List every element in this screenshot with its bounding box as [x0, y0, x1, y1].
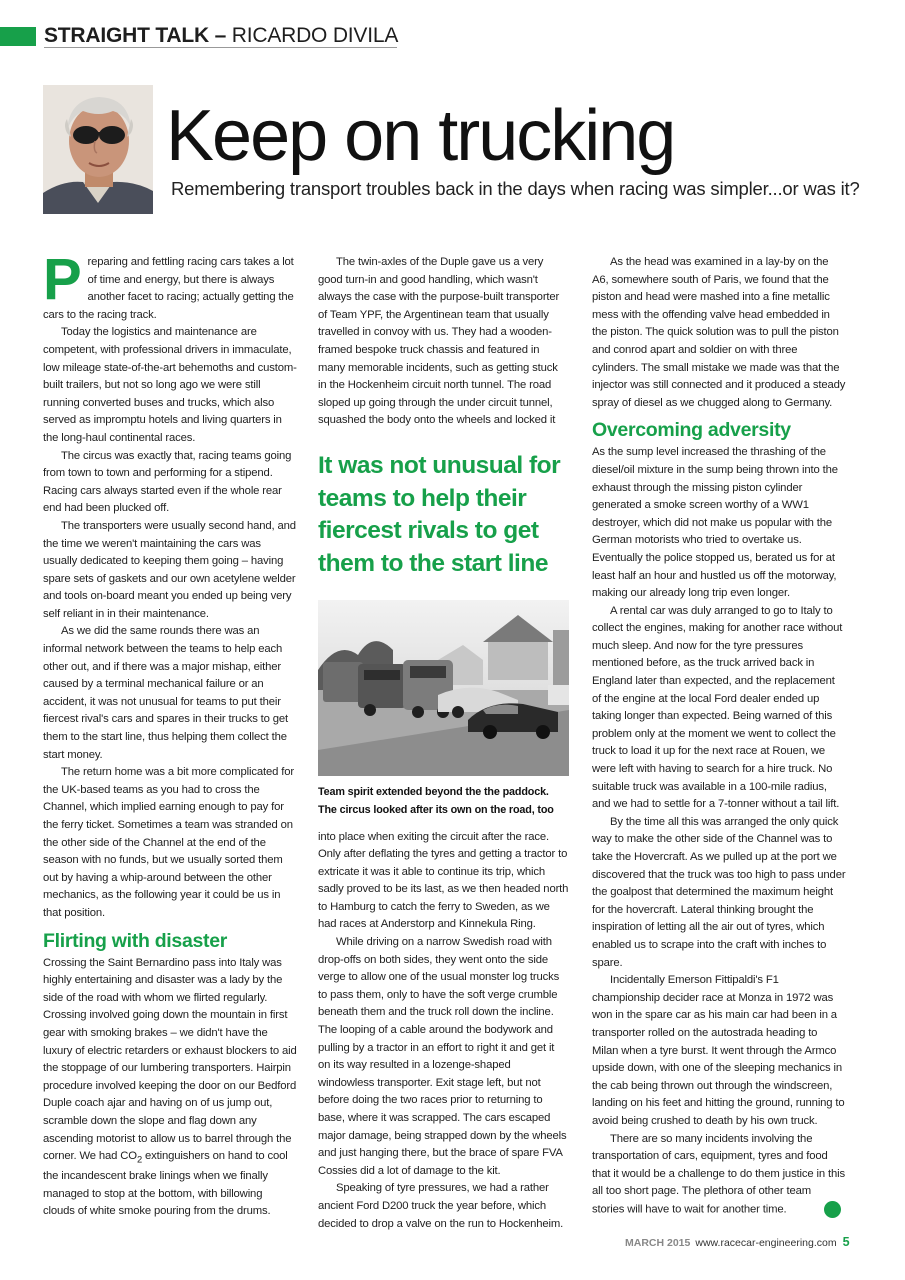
paragraph: The return home was a bit more complicated for the UK-based teams as you had to cross the Channel, which implied earning enough to pay for the ferry ticket. Sometimes a team was stranded on the other side of the Channel at the end of the season with no funds, but we usually sorted them out by having a whip-around between the other mechanics, as the following year it could be us in that position. [43, 766, 294, 919]
article-standfirst: Remembering transport troubles back in the days when racing was simpler...or was it? [171, 178, 860, 199]
section-dash: – [209, 24, 232, 47]
article-column-1 [43, 247, 297, 1221]
page-footer [625, 1235, 850, 1250]
paragraph: By the time all this was arranged the only quick way to make the other side of the Channel was to take the Hovercraft. As we pulled up at the port we discovered that the truck was too high to pass under the goalpost that determined the maximum height for the hovercraft. Lateral thinking brought the inspiration of letting all the air out of tyres, which enabled us to scrape into the craft with inches to spare. [592, 815, 846, 969]
paragraph [592, 1131, 851, 1219]
columnist-name: RICARDO DIVILA [231, 24, 399, 47]
paragraph [43, 955, 297, 1221]
subscript: 2 [136, 1153, 143, 1165]
paragraph: The transporters were usually second hand, and the time we weren't maintaining the cars was usually dedicated to keeping them going – having spare sets of gaskets and our own acetylene welder and tools on-board meant you ended up being very self reliant in in their maintenance. [43, 519, 296, 620]
article-column-3 [592, 254, 851, 1219]
paragraph: While driving on a narrow Swedish road with drop-offs on both sides, they went onto the side verge to allow one of the usual monster log trucks to pass them, only to have the soft verge crumble beneath them and the truck roll down the incline. The looping of a cable around the bodywork and pulling by a tractor in an effort to right it and get it on its way resulted in a lozenge-shaped windowless transporter. Exit stage left, but not before doing the two races prior to returning to base, where it was scrapped. The cars escaped major damage, being strapped down by the wheels and just hanging there, but the brace of spare FVA Cossies did a lot of damage to the kit. [318, 936, 567, 1177]
author-portrait [43, 85, 153, 214]
article-headline: Keep on trucking [166, 96, 675, 176]
section-color-bar [0, 27, 36, 46]
section-header [44, 24, 398, 48]
article-column-2 [318, 254, 569, 1233]
website-url: www.racecar-engineering.com [695, 1237, 837, 1249]
paragraph-text: Crossing the Saint Bernardino pass into Italy was highly entertaining and disaster was a lady by the side of the road with whom we flirted regularly. Crossing involved going down the mountain in first gear with smoking brakes – we didn't have the luxury of electric retarders or exhaust blockers to aid the stoppage of our lumbering transporters. Hairpin procedure involved keeping the door on our Bedford Duple coach ajar and having on of us jump out, scramble down the slope and flag down any ascending motorist to allow us to barrel through the corner. We had CO [43, 956, 297, 1163]
paragraph: Today the logistics and maintenance are competent, with professional drivers in immaculate, low mileage state-of-the-art behemoths and custom-built trailers, but not so long ago we were still running converted buses and trucks, which also served as impromptu hotels and living quarters in the long-haul continental races. [43, 326, 297, 444]
drop-cap: P [43, 247, 82, 312]
paragraph-text: There are so many incidents involving the transportation of cars, equipment, tyres and food that it would be a challenge to do them justice in this all too short page. The plethora of other team stories will have to wait for another time. [592, 1132, 845, 1216]
page-number: 5 [842, 1235, 850, 1249]
paragraph: The twin-axles of the Duple gave us a very good turn-in and good handling, which wasn't always the case with the purpose-built transporter of Team YPF, the Argentinean team that usually travelled in convoy with us. They had a wooden-framed bespoke truck chassis and featured in many memorable incidents, such as getting stuck in the Hockenheim circuit north tunnel. The road sloped up going through the under circuit tunnel, squashed the body onto the wheels and locked it [318, 256, 560, 427]
paragraph: The circus was exactly that, racing teams going from town to town and performing for a stipend. Racing cars always started even if the whole rear end had been plucked off. [43, 449, 292, 515]
paragraph [43, 247, 297, 324]
paragraph: Incidentally Emerson Fittipaldi's F1 championship decider race at Monza in 1972 was won in the spare car as his main car had been in a transporter rolled on the autostrada heading to Milan when a tyre burst. It went through the Armco upside down, with one of the sleeping mechanics in the cab being thrown out through the windscreen, landing on his feet and hitting the ground, running to avoid being crushed to death by his own truck. [592, 974, 845, 1127]
end-mark-r-icon: R [824, 1201, 841, 1218]
paragraph: As we did the same rounds there was an informal network between the teams to help each other out, and if there was a major mishap, either caused by a terminal mechanical failure or an accident, it was not unusual for teams to put their fiercest rival's cars and spares in their trucks to get them to the start line, thus helping them collect the start money. [43, 625, 289, 761]
paragraph: A rental car was duly arranged to go to Italy to collect the engines, making for another race without much sleep. And now for the tyre pressures mentioned before, as the truck arrived back in England later than expected, and the replacement of the engine at the local Ford dealer ended up taking longer than expected. Being warned of this problem only at the moment we went to collect the truck to load it up for the next race at Rouen, we were left with having to search for a hire truck. No suitable truck was available in a 100-mile radius, and we had to settle for a 7-tonner without a tail lift. [592, 604, 843, 811]
paragraph: Speaking of tyre pressures, we had a rather ancient Ford D200 truck the year before, which decided to drop a valve on the run to Hockenheim. [318, 1182, 564, 1230]
photo-convoy-image [318, 600, 569, 776]
issue-date: MARCH 2015 [625, 1237, 691, 1249]
paragraph: As the sump level increased the thrashing of the diesel/oil mixture in the sump being thrown into the exhaust through the missing piston cylinder generated a smoke screen worthy of a WW1 destroyer, which did not make us popular with the German motorists who tried to overtake us. Eventually the police stopped us, berated us for at least half an hour and hustled us off the motorway, making our already long trip even longer. [592, 446, 838, 600]
section-name: STRAIGHT TALK [44, 24, 209, 47]
photo-caption: Team spirit extended beyond the the paddock. The circus looked after its own on the road, too [318, 786, 554, 816]
pull-quote: It was not unusual for teams to help their fiercest rivals to get them to the start line [318, 451, 561, 577]
subheading: Flirting with disaster [43, 929, 228, 952]
paragraph: into place when exiting the circuit after the race. Only after deflating the tyres and getting a tractor to extricate it was it able to continue its trip, which sadly proved to be its last, as we then headed north to Hamburg to catch the ferry to Sweden, as we had races at Anderstorp and Kinnekula Ring. [318, 830, 569, 931]
subheading: Overcoming adversity [592, 419, 791, 442]
paragraph-text: extinguishers on hand to cool the incandescent brake linings when we finally managed to stop at the bottom, with billowing clouds of white smoke pouring from the drums. [43, 1150, 288, 1218]
header-rule [44, 47, 397, 48]
author-portrait-image [43, 85, 153, 214]
paragraph-text: reparing and fettling racing cars takes a lot of time and energy, but there is always another facet to racing; actually getting the cars to the racing track. [43, 256, 294, 321]
article-photo [318, 600, 569, 776]
paragraph: As the head was examined in a lay-by on the A6, somewhere south of Paris, we found that the piston and head were mashed into a fine metallic mess with the offending valve head embedded in the piston. The quick solution was to pull the piston and conrod apart and soldier on with three cylinders. The small mistake we made was that the injector was still connected and it produced a steady spray of diesel as we chugged along to Germany. [592, 256, 846, 409]
